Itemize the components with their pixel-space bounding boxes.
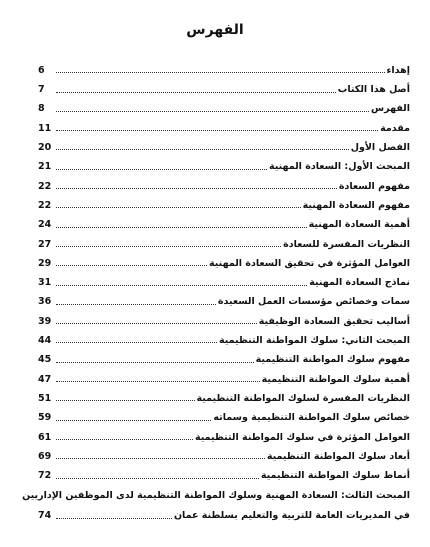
toc-page-number: 24 [38, 219, 52, 231]
toc-entry [38, 153, 410, 172]
toc-entry-label-line1: المبحث الثالث: السعادة المهنية وسلوك المواطنة التنظيمية لدى الموظفين الإداريين [22, 490, 410, 502]
toc-entry-label: أبعاد سلوك المواطنة التنظيمية [266, 450, 410, 462]
toc-entry-label: أساليب تحقيق السعادة الوظيفية [258, 315, 410, 327]
toc-page-number: 7 [38, 84, 45, 96]
toc-entry [38, 134, 410, 153]
toc-page-number: 8 [38, 103, 45, 115]
toc-page-number: 6 [38, 64, 45, 76]
toc-entry [38, 192, 410, 211]
page-title: الفهرس [186, 22, 244, 38]
toc-entry-label: العوامل المؤثرة في سلوك المواطنة التنظيمية [195, 431, 410, 443]
toc-leader-dots [56, 72, 385, 73]
toc-leader-dots [56, 169, 267, 170]
toc-entry-label: أصل هذا الكتاب [337, 84, 410, 96]
toc-page-number: 47 [38, 373, 52, 385]
toc-leader-dots [56, 207, 301, 208]
toc-entry-label: النظريات المفسرة لسلوك المواطنة التنظيمية [196, 392, 410, 404]
toc-entry-label: الفهرس [371, 103, 410, 115]
toc-page-number: 51 [38, 392, 52, 404]
toc-entry [38, 96, 410, 115]
toc-entry-label: مقدمة [380, 122, 410, 134]
toc-page-number: 45 [38, 354, 52, 366]
toc-entry [38, 250, 410, 269]
toc-entry [38, 211, 410, 230]
toc-page-number: 29 [38, 257, 52, 269]
toc-entry [38, 462, 410, 481]
toc-page-number: 74 [38, 510, 52, 522]
toc-entry [38, 231, 410, 250]
toc-entry [38, 404, 410, 423]
toc-leader-dots [56, 362, 254, 363]
toc-leader-dots [56, 130, 378, 131]
toc-entry-label-line2: في المديريات العامة للتربية والتعليم بسلطنة عمان [173, 510, 410, 522]
toc-page-number: 27 [38, 238, 52, 250]
toc-entry-label: أنماط سلوك المواطنة التنظيمية [260, 470, 410, 482]
toc-leader-dots [56, 518, 172, 519]
toc-entry [38, 443, 410, 462]
toc-leader-dots [56, 439, 193, 440]
toc-leader-dots [56, 227, 307, 228]
toc-leader-dots [56, 381, 260, 382]
toc-leader-dots [56, 420, 211, 421]
toc-page-number: 22 [38, 180, 52, 192]
toc-entry-label: العوامل المؤثرة في تحقيق السعادة المهنية [209, 257, 410, 269]
toc-leader-dots [56, 111, 369, 112]
toc-entry-label: خصائص سلوك المواطنة التنظيمية وسماته [213, 412, 410, 424]
toc-leader-dots [56, 342, 217, 343]
toc-leader-dots [56, 265, 207, 266]
toc-page-number: 21 [38, 161, 52, 173]
toc-leader-dots [56, 285, 307, 286]
toc-page-number: 39 [38, 315, 52, 327]
toc-leader-dots [56, 149, 349, 150]
toc-entry-label: أهمية السعادة المهنية [308, 219, 410, 231]
toc-leader-dots [56, 478, 259, 479]
toc-entry-label: أهمية سلوك المواطنة التنظيمية [261, 373, 410, 385]
toc-entry-label: مفهوم سلوك المواطنة التنظيمية [255, 354, 410, 366]
toc-entry-label: إهداء [386, 64, 410, 76]
toc-entry-label: نماذج السعادة المهنية [309, 277, 410, 289]
toc-leader-dots [56, 188, 337, 189]
toc-page-number: 36 [38, 296, 52, 308]
toc-entry [38, 289, 410, 308]
toc-page-number: 61 [38, 431, 52, 443]
toc-entry-label: المبحث الأول: السعادة المهنية [268, 161, 410, 173]
toc-entry-multiline [22, 482, 410, 522]
toc-leader-dots [56, 92, 336, 93]
table-of-contents [22, 57, 410, 522]
toc-entry [38, 76, 410, 95]
toc-entry [38, 327, 410, 346]
toc-entry [38, 269, 410, 288]
toc-entry-label: سمات وخصائص مؤسسات العمل السعيدة [217, 296, 410, 308]
toc-entry-line2 [38, 502, 410, 522]
toc-entry-label: مفهوم السعادة المهنية [302, 199, 410, 211]
toc-page-number: 44 [38, 335, 52, 347]
toc-leader-dots [56, 246, 281, 247]
toc-page-number: 11 [38, 122, 52, 134]
toc-entry-label: المبحث الثاني: سلوك المواطنة التنظيمية [218, 335, 410, 347]
toc-page-number: 59 [38, 412, 52, 424]
toc-entry [38, 424, 410, 443]
toc-page-number: 72 [38, 470, 52, 482]
toc-entry [38, 115, 410, 134]
toc-entry [38, 57, 410, 76]
toc-entry [38, 366, 410, 385]
toc-leader-dots [56, 458, 265, 459]
toc-entry-label: الفصل الأول [350, 142, 410, 154]
toc-leader-dots [56, 323, 257, 324]
toc-entry [38, 173, 410, 192]
toc-page-number: 22 [38, 199, 52, 211]
toc-entry [38, 385, 410, 404]
toc-page-number: 20 [38, 142, 52, 154]
toc-entry-label: مفهوم السعادة [338, 180, 410, 192]
toc-page-number: 69 [38, 450, 52, 462]
toc-page-number: 31 [38, 277, 52, 289]
toc-entry [38, 346, 410, 365]
toc-leader-dots [56, 400, 195, 401]
toc-leader-dots [56, 304, 216, 305]
toc-entry-label: النظريات المفسرة للسعادة [283, 238, 410, 250]
toc-entry [38, 308, 410, 327]
